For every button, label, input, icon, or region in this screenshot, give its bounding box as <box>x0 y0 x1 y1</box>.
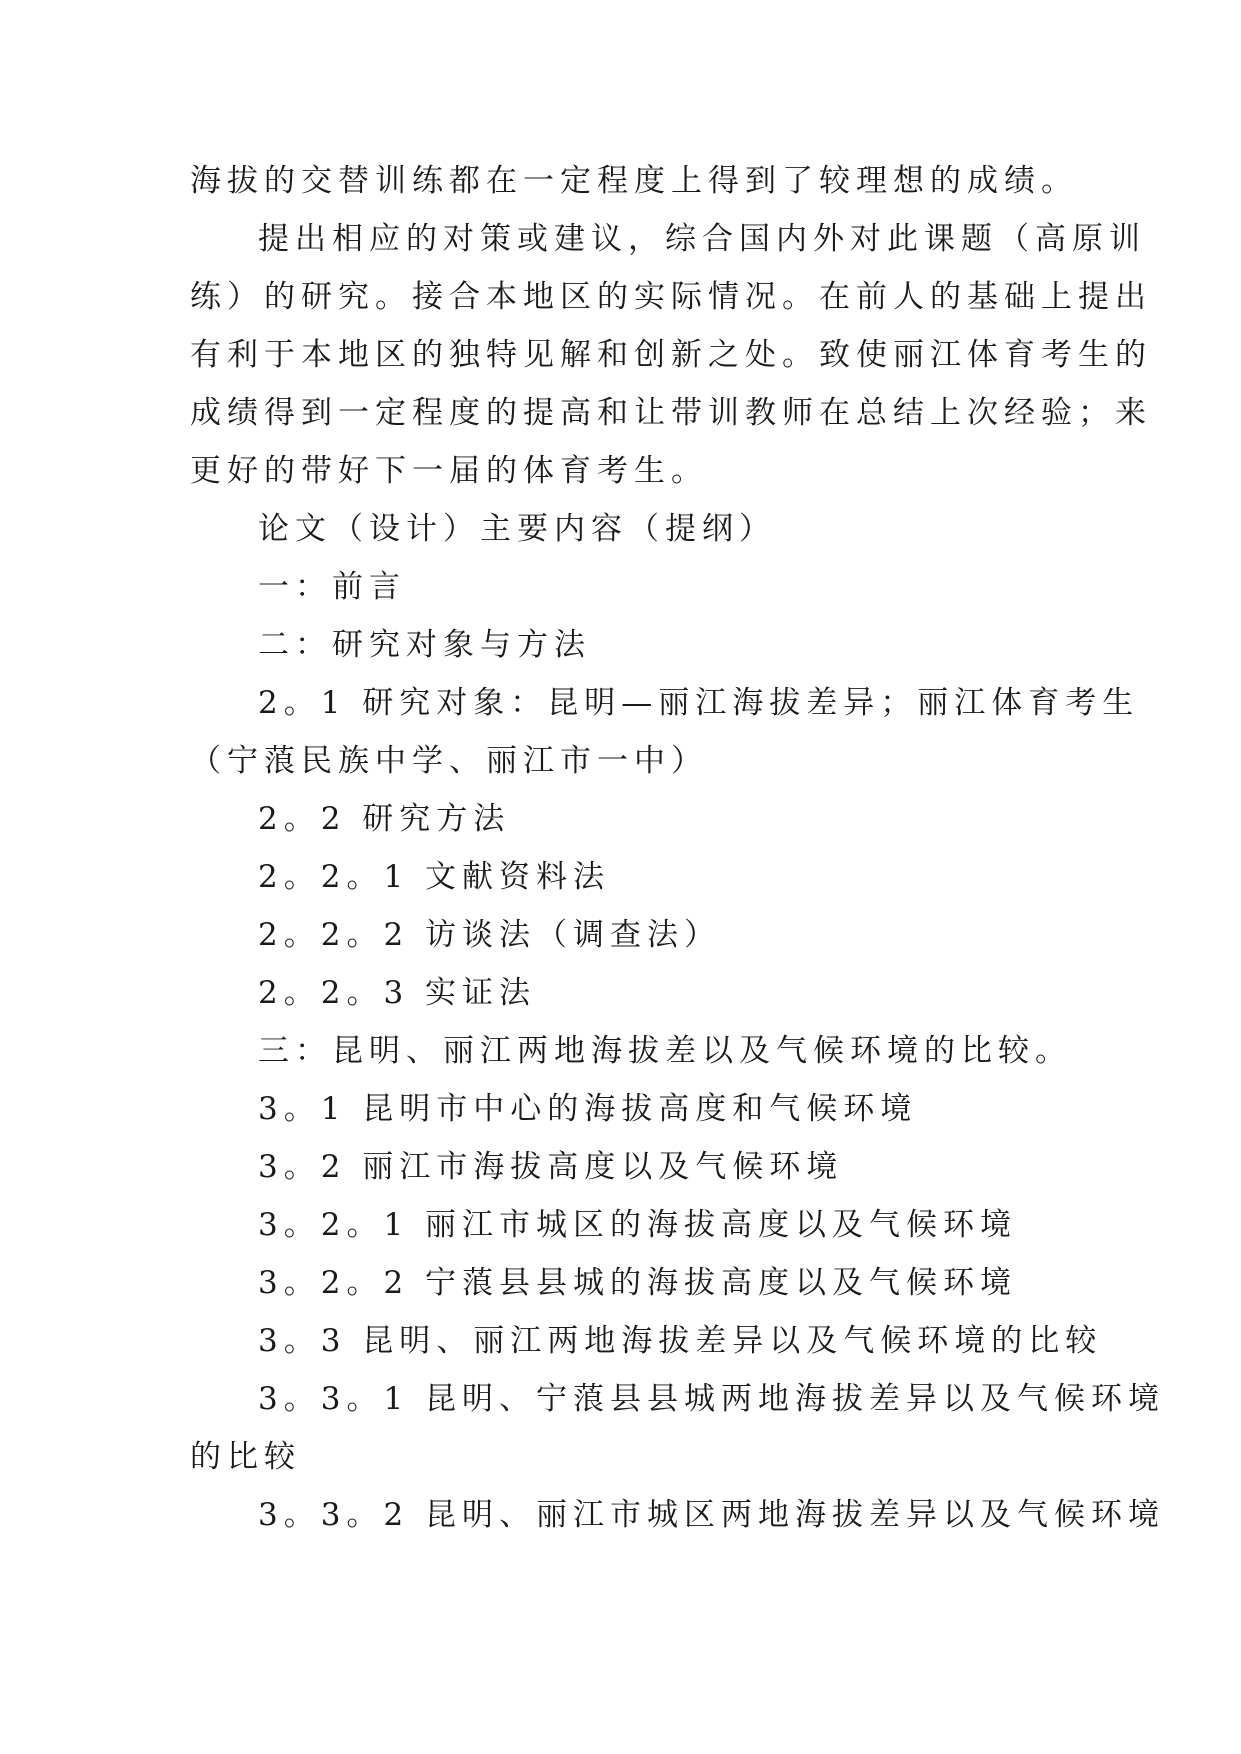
text-line: 成绩得到一定程度的提高和让带训教师在总结上次经验；来 <box>190 395 1152 431</box>
outline-item: 2。2。1 文献资料法 <box>258 859 611 895</box>
outline-item: 3。3 昆明、丽江两地海拔差异以及气候环境的比较 <box>258 1323 1103 1359</box>
outline-item: 2。2。3 实证法 <box>258 975 537 1011</box>
text-line: 海拔的交替训练都在一定程度上得到了较理想的成绩。 <box>190 163 1078 199</box>
outline-item: 2。2 研究方法 <box>258 801 511 837</box>
outline-item: 3。3。2 昆明、丽江市城区两地海拔差异以及气候环境 <box>258 1497 1166 1533</box>
outline-item: 3。2。2 宁蒗县县城的海拔高度以及气候环境 <box>258 1265 1018 1301</box>
outline-item-continuation: （宁蒗民族中学、丽江市一中） <box>190 743 708 779</box>
outline-item: 3。2 丽江市海拔高度以及气候环境 <box>258 1149 844 1185</box>
outline-item: 3。3。1 昆明、宁蒗县县城两地海拔差异以及气候环境 <box>258 1381 1166 1417</box>
outline-item: 一：前言 <box>258 569 406 605</box>
outline-item-continuation: 的比较 <box>190 1439 301 1475</box>
text-line: 有利于本地区的独特见解和创新之处。致使丽江体育考生的 <box>190 337 1152 373</box>
document-page <box>190 152 1166 1544</box>
outline-heading: 论文（设计）主要内容（提纲） <box>258 511 776 547</box>
text-line: 练）的研究。接合本地区的实际情况。在前人的基础上提出 <box>190 279 1152 315</box>
outline-item: 2。2。2 访谈法（调查法） <box>258 917 722 953</box>
outline-item: 3。2。1 丽江市城区的海拔高度以及气候环境 <box>258 1207 1018 1243</box>
outline-item: 3。1 昆明市中心的海拔高度和气候环境 <box>258 1091 918 1127</box>
outline-item: 2。1 研究对象：昆明—丽江海拔差异；丽江体育考生 <box>258 685 1140 721</box>
outline-item: 三：昆明、丽江两地海拔差以及气候环境的比较。 <box>258 1033 1072 1069</box>
outline-item: 二：研究对象与方法 <box>258 627 591 663</box>
text-line: 更好的带好下一届的体育考生。 <box>190 453 708 489</box>
text-line: 提出相应的对策或建议，综合国内外对此课题（高原训 <box>258 221 1146 257</box>
